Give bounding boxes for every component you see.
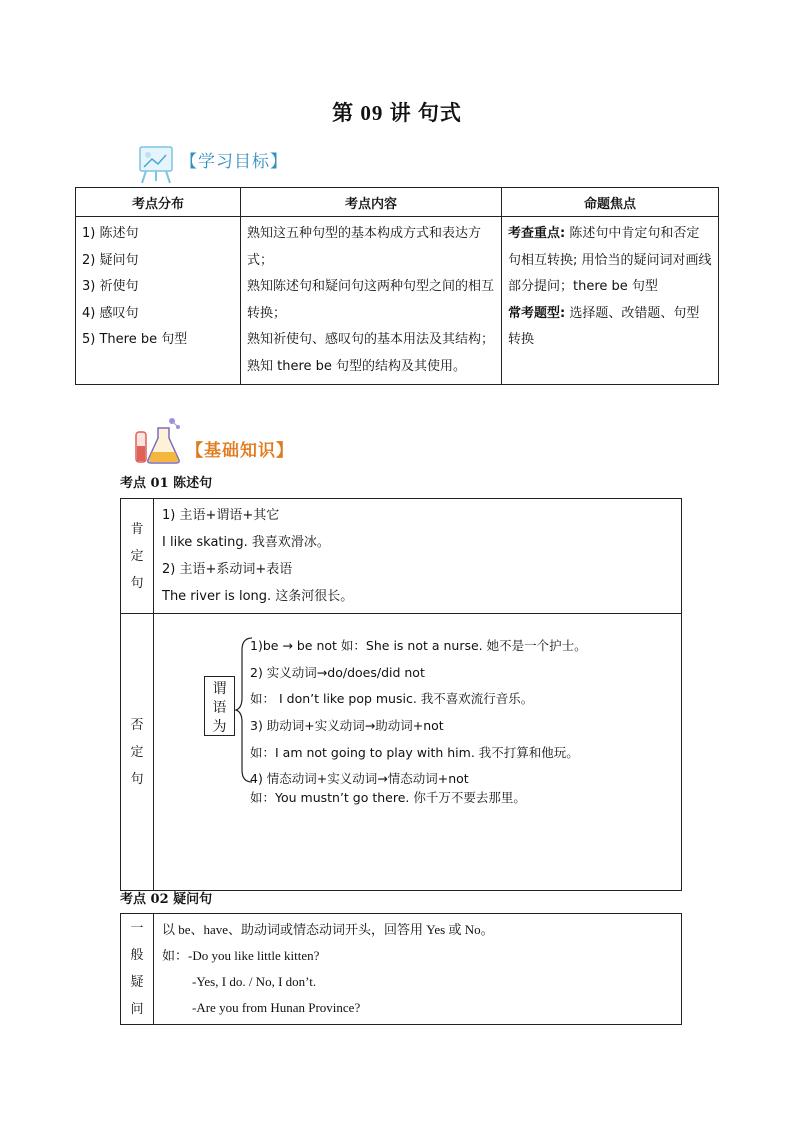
- list-item: 熟知祈使句、感叹句的基本用法及其结构；: [247, 332, 495, 347]
- focus-cell: [502, 217, 719, 385]
- rule-line: 1) 主语+谓语+其它: [162, 508, 280, 523]
- list-item: 熟知 there be 句型的结构及其使用。: [247, 358, 467, 374]
- negation-example-line: 如： I don’t like pop music. 我不喜欢流行音乐。: [250, 691, 534, 706]
- declarative-table: [120, 498, 682, 891]
- negation-rule-line: 1)be → be not 如：She is not a nurse. 她不是一个护士。: [250, 638, 587, 653]
- negative-side-label: 否定句: [121, 614, 154, 891]
- question-type-label: 常考题型:: [508, 305, 566, 321]
- example-line: I like skating. 我喜欢滑冰。: [162, 535, 330, 550]
- negation-rule-line: 3) 助动词+实义动词→助动词+not: [250, 718, 444, 733]
- affirmative-cell: [154, 499, 682, 614]
- example-line: 如：-Do you like little kitten?: [162, 948, 320, 963]
- negation-example-line: 如：You mustn’t go there. 你千万不要去那里。: [250, 790, 526, 805]
- focus-label: 考查重点:: [508, 226, 566, 241]
- negative-cell: [154, 614, 682, 891]
- interrogative-table: [120, 913, 682, 1025]
- list-item: 4) 感叹句: [82, 305, 139, 321]
- rule-line: 以 be、have、助动词或情态动词开头，回答用 Yes 或 No。: [162, 922, 494, 937]
- distribution-cell: [76, 217, 241, 385]
- rule-line: 2) 主语+系动词+表语: [162, 562, 293, 577]
- section-heading-interrogative: 考点 02 疑问句: [120, 892, 213, 907]
- header-content: 考点内容: [241, 188, 502, 217]
- learning-goals-table: [75, 187, 719, 385]
- example-line: -Yes, I do. / No, I don’t.: [192, 974, 317, 989]
- general-question-cell: [154, 914, 682, 1025]
- section-heading-declarative: 考点 01 陈述句: [120, 476, 213, 491]
- negation-rule-line: 2) 实义动词→do/does/did not: [250, 665, 425, 680]
- list-item: 1) 陈述句: [82, 226, 139, 241]
- list-item: 熟知陈述句和疑问句这两种句型之间的相互转换；: [247, 279, 495, 321]
- presentation-board-icon: [134, 143, 180, 185]
- learning-goals-banner: 【学习目标】: [180, 152, 288, 172]
- negation-example-line: 如：I am not going to play with him. 我不打算和他玩。: [250, 745, 579, 760]
- affirmative-side-label: 肯定句: [121, 499, 154, 614]
- list-item: 熟知这五种句型的基本构成方式和表达方式；: [247, 226, 482, 268]
- question-type-text: 选择题、改错题、句型转换: [508, 305, 700, 347]
- chemistry-flask-icon: [130, 414, 186, 466]
- brace-icon: [234, 636, 254, 786]
- basic-knowledge-banner: 【基础知识】: [186, 441, 294, 461]
- page-title: 第 09 讲 句式: [332, 101, 462, 125]
- negation-rule-line: 4) 情态动词+实义动词→情态动词+not: [250, 771, 469, 786]
- focus-text: 陈述句中肯定句和否定句相互转换; 用恰当的疑问词对画线部分提问；there be 句型: [508, 226, 712, 294]
- header-distribution: 考点分布: [76, 188, 241, 217]
- list-item: 5) There be 句型: [82, 332, 188, 347]
- example-line: -Are you from Hunan Province?: [192, 1000, 361, 1015]
- general-question-side-label: 一般疑问: [121, 914, 154, 1025]
- list-item: 2) 疑问句: [82, 252, 139, 268]
- header-focus: 命题焦点: [502, 188, 719, 217]
- content-cell: [241, 217, 502, 385]
- predicate-box: 谓语为: [204, 676, 235, 736]
- list-item: 3) 祈使句: [82, 279, 139, 294]
- example-line: The river is long. 这条河很长。: [162, 589, 354, 604]
